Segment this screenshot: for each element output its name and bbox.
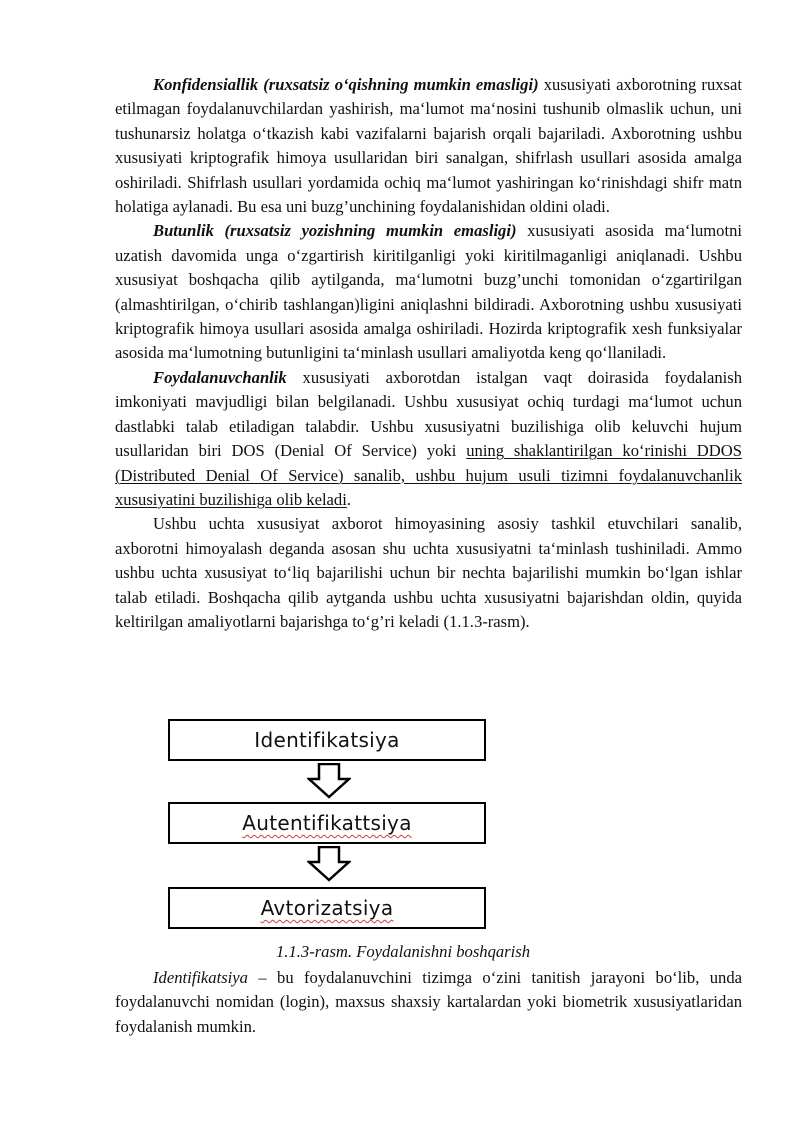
access-control-diagram xyxy=(160,712,500,944)
step-label-authentication: Autentifikattsiya xyxy=(242,810,412,835)
step-box-authorization xyxy=(168,887,486,929)
down-arrow-icon xyxy=(307,763,351,799)
term-integrity: Butunlik (ruxsatsiz yozishning mumkin emasligi) xyxy=(153,221,517,241)
paragraph-confidentiality-text: xususiyati axborotning ruxsat etilmagan foydalanuvchilardan yashirish, ma‘lumot ma‘nosini tushunib olmaslik uchun, uni tushunarsiz holatga o‘tkazish kabi vazifalarni bajarish orqali bajariladi. Axborotning ushbu xususiyati kriptografik himoya usullaridan biri sanalgan, shifrlash usullari asosida amalga oshiriladi. Shifrlash usullari yordamida ochiq ma‘lumot yashiringan ko‘rinishdagi shifr matn holatiga aylanadi. Bu esa uni buzg’unchining foydalanishidan oldini oladi. xyxy=(115,75,742,217)
step-box-identification xyxy=(168,719,486,761)
paragraph-integrity xyxy=(115,219,742,365)
paragraph-identification-text: – bu foydalanuvchini tizimga o‘zini tanitish jarayoni bo‘lib, unda foydalanuvchi nomidan (login), maxsus shaxsiy kartalardan yoki biometrik xususiyatlaridan foydalanish mumkin. xyxy=(115,968,742,1036)
step-label-authorization: Avtorizatsiya xyxy=(260,895,394,920)
step-label-identification: Identifikatsiya xyxy=(254,727,400,752)
body-text-bottom xyxy=(115,966,742,1039)
paragraph-availability-underlined: uning shaklantirilgan ko‘rinishi DDOS (Distributed Denial Of Service) sanalib, ushbu hujum usuli tizimni foydalanuvchanlik xususiyatini buzilishiga olib keladi xyxy=(115,441,742,509)
paragraph-identification xyxy=(115,966,742,1039)
term-identification: Identifikatsiya xyxy=(153,968,248,987)
paragraph-availability-text-b: . xyxy=(346,489,351,509)
paragraph-availability xyxy=(115,366,742,512)
paragraph-summary-text: Ushbu uchta xususiyat axborot himoyasining asosiy tashkil etuvchilari sanalib, axborotni himoyalash deganda asosan shu uchta xususiyatni ta‘minlash tushiniladi. Ammo ushbu uchta xususiyat to‘liq bajarilishi uchun bir nechta bajarilishi mumkin bo‘lgan ishlar talab etiladi. Boshqacha qilib aytganda ushbu uchta xususiyatni bajarishdan oldin, quyida keltirilgan amaliyotlarni bajarishga to‘g’ri keladi (1.1.3-rasm). xyxy=(115,514,742,631)
paragraph-integrity-text: xususiyati asosida ma‘lumotni uzatish davomida unga o‘zgartirish kiritilganligi yoki kiritilmaganligi aniqlanadi. Ushbu xususiyat boshqacha qilib aytilganda, ma‘lumotni buzg’unchi tomonidan o‘zgartirilgan (almashtirilgan, o‘chirib tashlangan)ligini aniqlashni bildiradi. Axborotning ushbu xususiyati kriptografik himoya usullari asosida amalga oshiriladi. Hozirda kriptografik xesh funksiyalar asosida ma‘lumotning butunligini ta‘minlash usullari amaliyotda keng qo‘llaniladi. xyxy=(115,221,743,363)
down-arrow-icon xyxy=(307,846,351,882)
paragraph-summary xyxy=(115,512,742,634)
term-availability: Foydalanuvchanlik xyxy=(153,367,287,387)
step-box-authentication xyxy=(168,802,486,844)
paragraph-availability-text-a: xususiyati axborotdan istalgan vaqt doirasida foydalanish imkoniyati mavjudligi bilan belgilanadi. Ushbu xususiyat ochiq turdagi ma‘lumot uchun dastlabki talab etiladigan talabdir. Ushbu xususiyatni buzilishiga olib keluvchi hujum usullaridan biri DOS (Denial Of Service) yoki xyxy=(115,367,742,461)
body-text-top xyxy=(115,73,742,634)
figure-caption: 1.1.3-rasm. Foydalanishni boshqarish xyxy=(276,942,530,961)
term-confidentiality: Konfidensiallik (ruxsatsiz o‘qishning mumkin emasligi) xyxy=(153,75,539,94)
paragraph-confidentiality xyxy=(115,73,742,219)
